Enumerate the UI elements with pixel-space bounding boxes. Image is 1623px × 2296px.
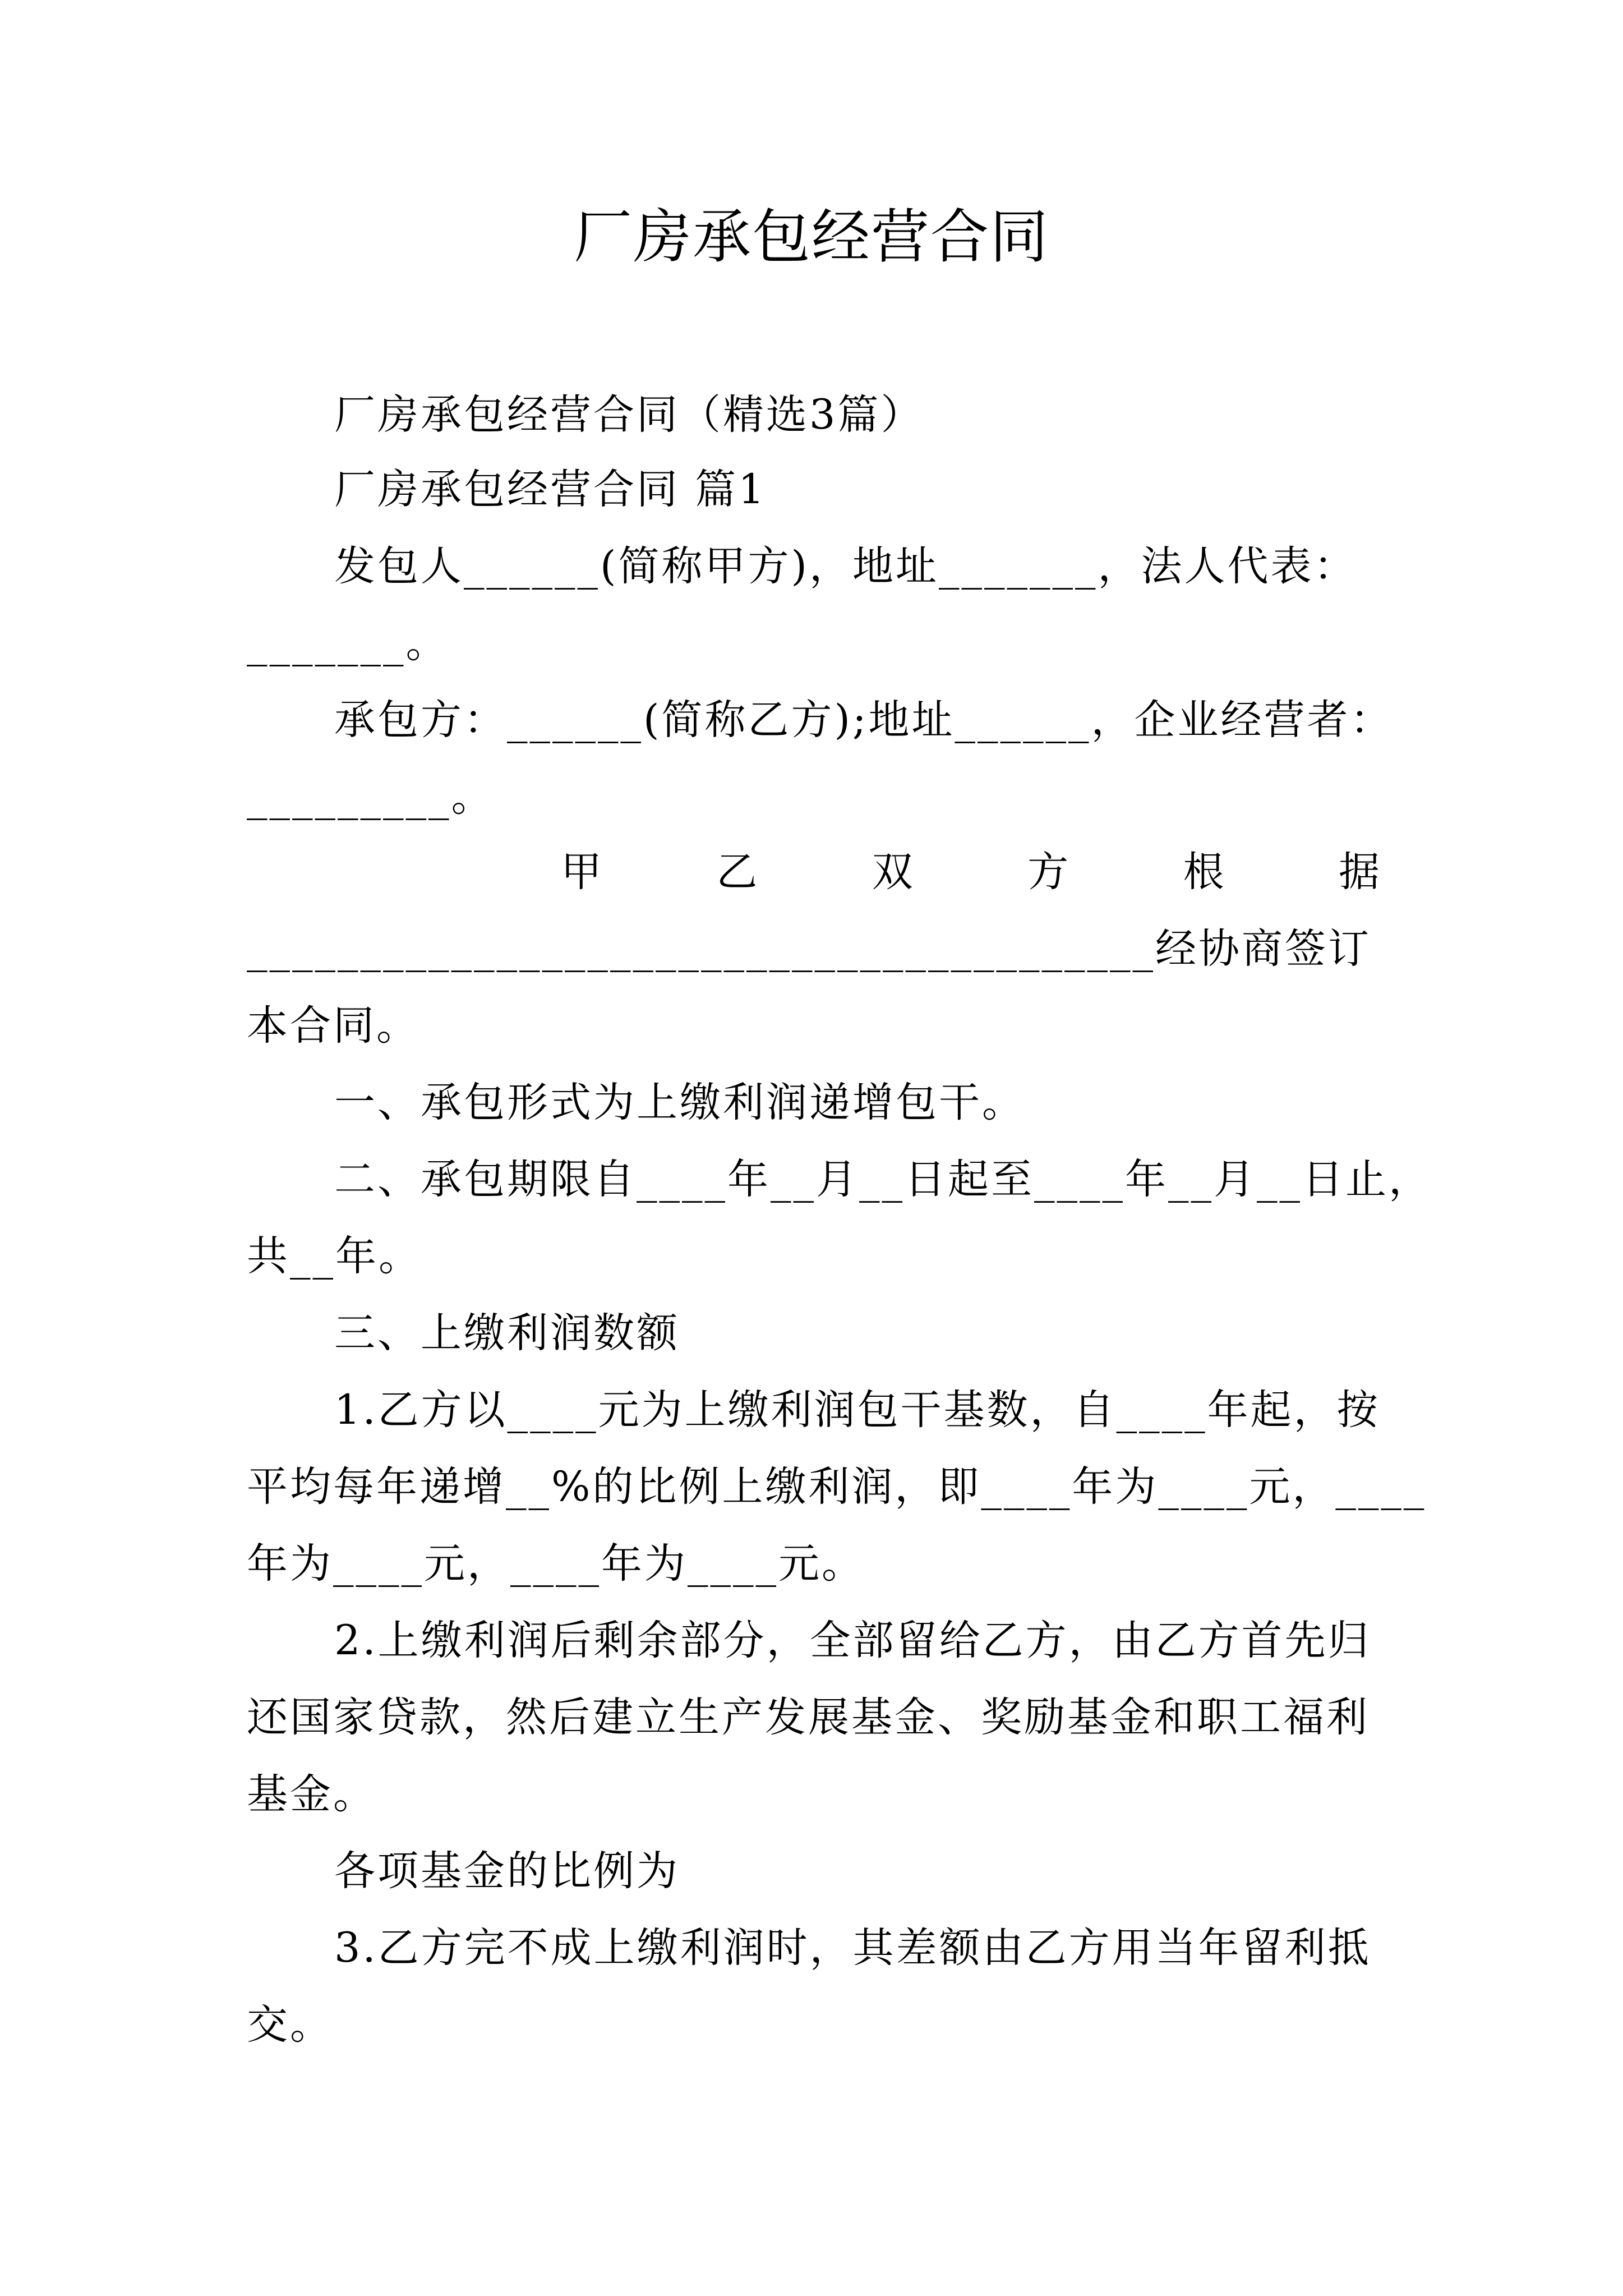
paragraph-line: 各项基金的比例为 — [334, 1847, 680, 1895]
paragraph-line: ________________________________________经协商签订 — [247, 925, 1371, 973]
paragraph-line: 年为____元，____年为____元。 — [247, 1540, 865, 1588]
spaced-char: 乙 — [716, 848, 758, 896]
paragraph-line: 1.乙方以____元为上缴利润包干基数，自____年起，按 — [334, 1386, 1380, 1434]
section-heading-1: 厂房承包经营合同 篇1 — [334, 466, 767, 513]
paragraph-line: 本合同。 — [247, 1002, 419, 1050]
subtitle-selection: 厂房承包经营合同（精选3篇） — [334, 391, 924, 439]
paragraph-line: 一、承包形式为上缴利润递增包干。 — [334, 1079, 1025, 1126]
spaced-char: 据 — [1338, 848, 1380, 896]
paragraph-line: 三、上缴利润数额 — [334, 1309, 680, 1357]
paragraph-line: _________。 — [247, 773, 495, 821]
document-title: 厂房承包经营合同 — [573, 203, 1049, 271]
paragraph-line: 交。 — [247, 2001, 333, 2049]
paragraph-line: 共__年。 — [247, 1232, 422, 1280]
spaced-char: 根 — [1183, 848, 1224, 896]
spaced-char: 双 — [872, 848, 913, 896]
spaced-char: 甲 — [561, 848, 602, 896]
spaced-text-line — [561, 844, 1380, 900]
paragraph-line: 平均每年递增__%的比例上缴利润，即____年为____元，____ — [247, 1463, 1427, 1511]
paragraph-line: 2.上缴利润后剩余部分，全部留给乙方，由乙方首先归 — [334, 1617, 1371, 1664]
paragraph-line: 3.乙方完不成上缴利润时，其差额由乙方用当年留利抵 — [334, 1924, 1371, 1972]
paragraph-line: _______。 — [247, 619, 449, 667]
paragraph-line: 二、承包期限自____年__月__日起至____年__月__日止， — [334, 1156, 1432, 1203]
paragraph-line: 承包方：______(简称乙方);地址______，企业经营者： — [334, 696, 1394, 744]
paragraph-line: 基金。 — [247, 1770, 376, 1818]
spaced-char: 方 — [1027, 848, 1069, 896]
paragraph-line: 发包人______(简称甲方)，地址_______，法人代表： — [334, 542, 1357, 590]
paragraph-line: 还国家贷款，然后建立生产发展基金、奖励基金和职工福利 — [247, 1694, 1370, 1741]
